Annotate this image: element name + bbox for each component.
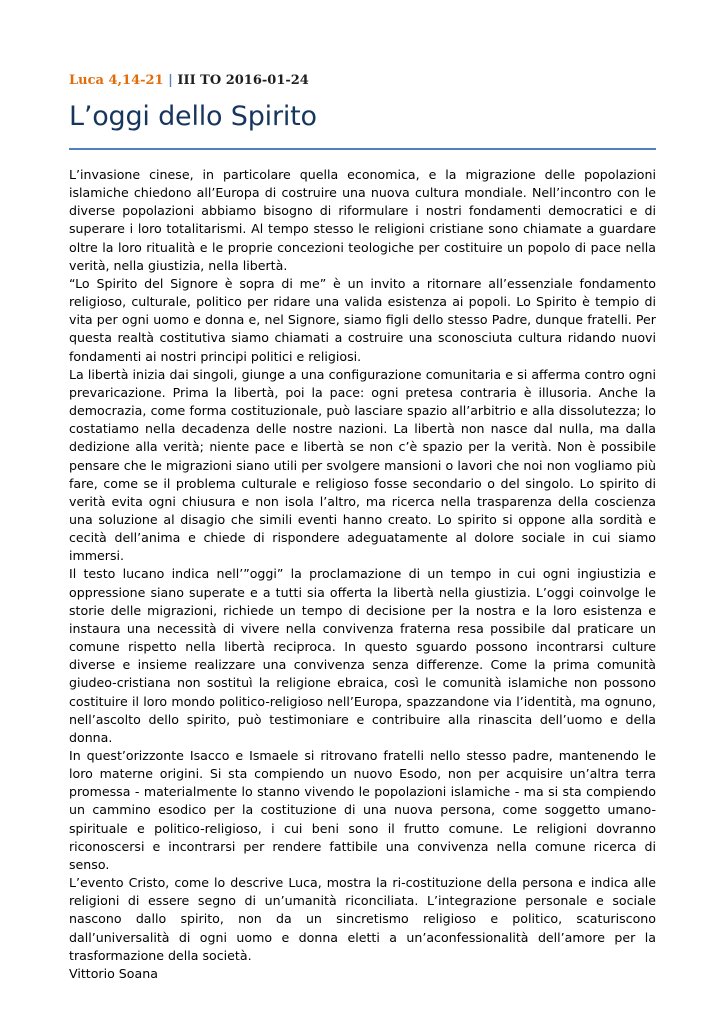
body-paragraph-6: L’evento Cristo, come lo descrive Luca, mostra la ri-costituzione della persona e indica alle religioni di essere segno di un’umanità riconciliata. L’integrazione personale e sociale nascono dallo spirito, non da un sincretismo religioso e politico, scaturiscono dall’universalità di ogni uomo e donna eletti a un’aconfessionalità dell’amore per la trasformazione della società.: [69, 875, 656, 963]
scripture-reference-line: [69, 72, 656, 90]
body-paragraph-3: La libertà inizia dai singoli, giunge a una configurazione comunitaria e si afferma contro ogni prevaricazione. Prima la libertà, poi la pace: ogni pretesa contraria è illusoria. Anche la democrazia, come forma costituzionale, può lasciare spazio all’arbitrio e alla dissolutezza; lo costatiamo nella decadenza delle nostre nazioni. La libertà non nasce dal nulla, ma dalla dedizione alla verità; niente pace e libertà se non c’è spazio per la verità. Non è possibile pensare che le migrazioni siano utili per svolgere mansioni o lavori che noi non vogliamo più fare, come se il problema culturale e religioso fosse secondario o del singolo. Lo spirito di verità evita ogni chiusura e non isola l’altro, ma ricerca nella trasparenza della coscienza una soluzione al disagio che simili eventi hanno creato. Lo spirito si oppone alla sordità e cecità dell’anima e chiede di rispondere adeguatamente al dolore sociale in cui siamo immersi.: [69, 366, 656, 564]
document-body: [69, 166, 656, 983]
liturgical-date: III TO 2016-01-24: [177, 73, 309, 88]
document-title: L’oggi dello Spirito: [69, 101, 317, 132]
body-paragraph-4: Il testo lucano indica nell’”oggi” la proclamazione di un tempo in cui ogni ingiustizia e oppressione siano superate e a tutti sia offerta la libertà nella giustizia. L’oggi coinvolge le storie delle migrazioni, richiede un tempo di decisione per la nostra e la loro esistenza e instaura una necessità di vivere nella convivenza fraterna resa possibile dal praticare un comune rispetto nella libertà reciproca. In questo sguardo possono incontrarsi culture diverse e insieme realizzare una convivenza senza differenze. Come la prima comunità giudeo-cristiana non sostituì la religione ebraica, così le comunità islamiche non possono costituire il loro mondo politico-religioso nell’Europa, spazzandone via l’identità, ma ognuno, nell’ascolto dello spirito, può testimoniare e contribuire alla rinascita dell’uomo e della donna.: [69, 566, 656, 745]
body-paragraph-5: In quest’orizzonte Isacco e Ismaele si ritrovano fratelli nello stesso padre, mantenendo le loro materne origini. Si sta compiendo un nuovo Esodo, non per acquisire un’altra terra promessa - materialmente lo stanno vivendo le popolazioni islamiche - ma si sta compiendo un cammino esodico per la costituzione di una nuova persona, come soggetto umano-spirituale e politico-religioso, i cui beni sono il frutto comune. Le religioni dovranno riconoscersi e incontrarsi per rendere fattibile una convivenza nella comune ricerca di senso.: [69, 748, 656, 872]
reference-separator: |: [168, 73, 173, 88]
document-page: [69, 72, 656, 983]
body-paragraph-1: L’invasione cinese, in particolare quella economica, e la migrazione delle popolazioni islamiche chiedono all’Europa di costruire una nuova cultura mondiale. Nell’incontro con le diverse popolazioni abbiamo bisogno di riformulare i nostri fondamenti democratici e di superare i loro totalitarismi. Al tempo stesso le religioni cristiane sono chiamate a guardare oltre la loro ritualità e le proprie concezioni teologiche per costituire un popolo di pace nella verità, nella giustizia, nella libertà.: [69, 167, 656, 273]
title-divider: [69, 148, 656, 150]
scripture-reference: Luca 4,14-21: [69, 73, 164, 88]
author-signature: Vittorio Soana: [69, 965, 158, 981]
body-paragraph-2: “Lo Spirito del Signore è sopra di me” è un invito a ritornare all’essenziale fondamento religioso, culturale, politico per ridare una valida esistenza ai popoli. Lo Spirito è tempio di vita per ogni uomo e donna e, nel Signore, siamo figli dello stesso Padre, dunque fratelli. Per questa realtà costitutiva siamo chiamati a costruire una sconosciuta cultura ridando nuovi fondamenti ai nostri principi politici e religiosi.: [69, 275, 656, 364]
